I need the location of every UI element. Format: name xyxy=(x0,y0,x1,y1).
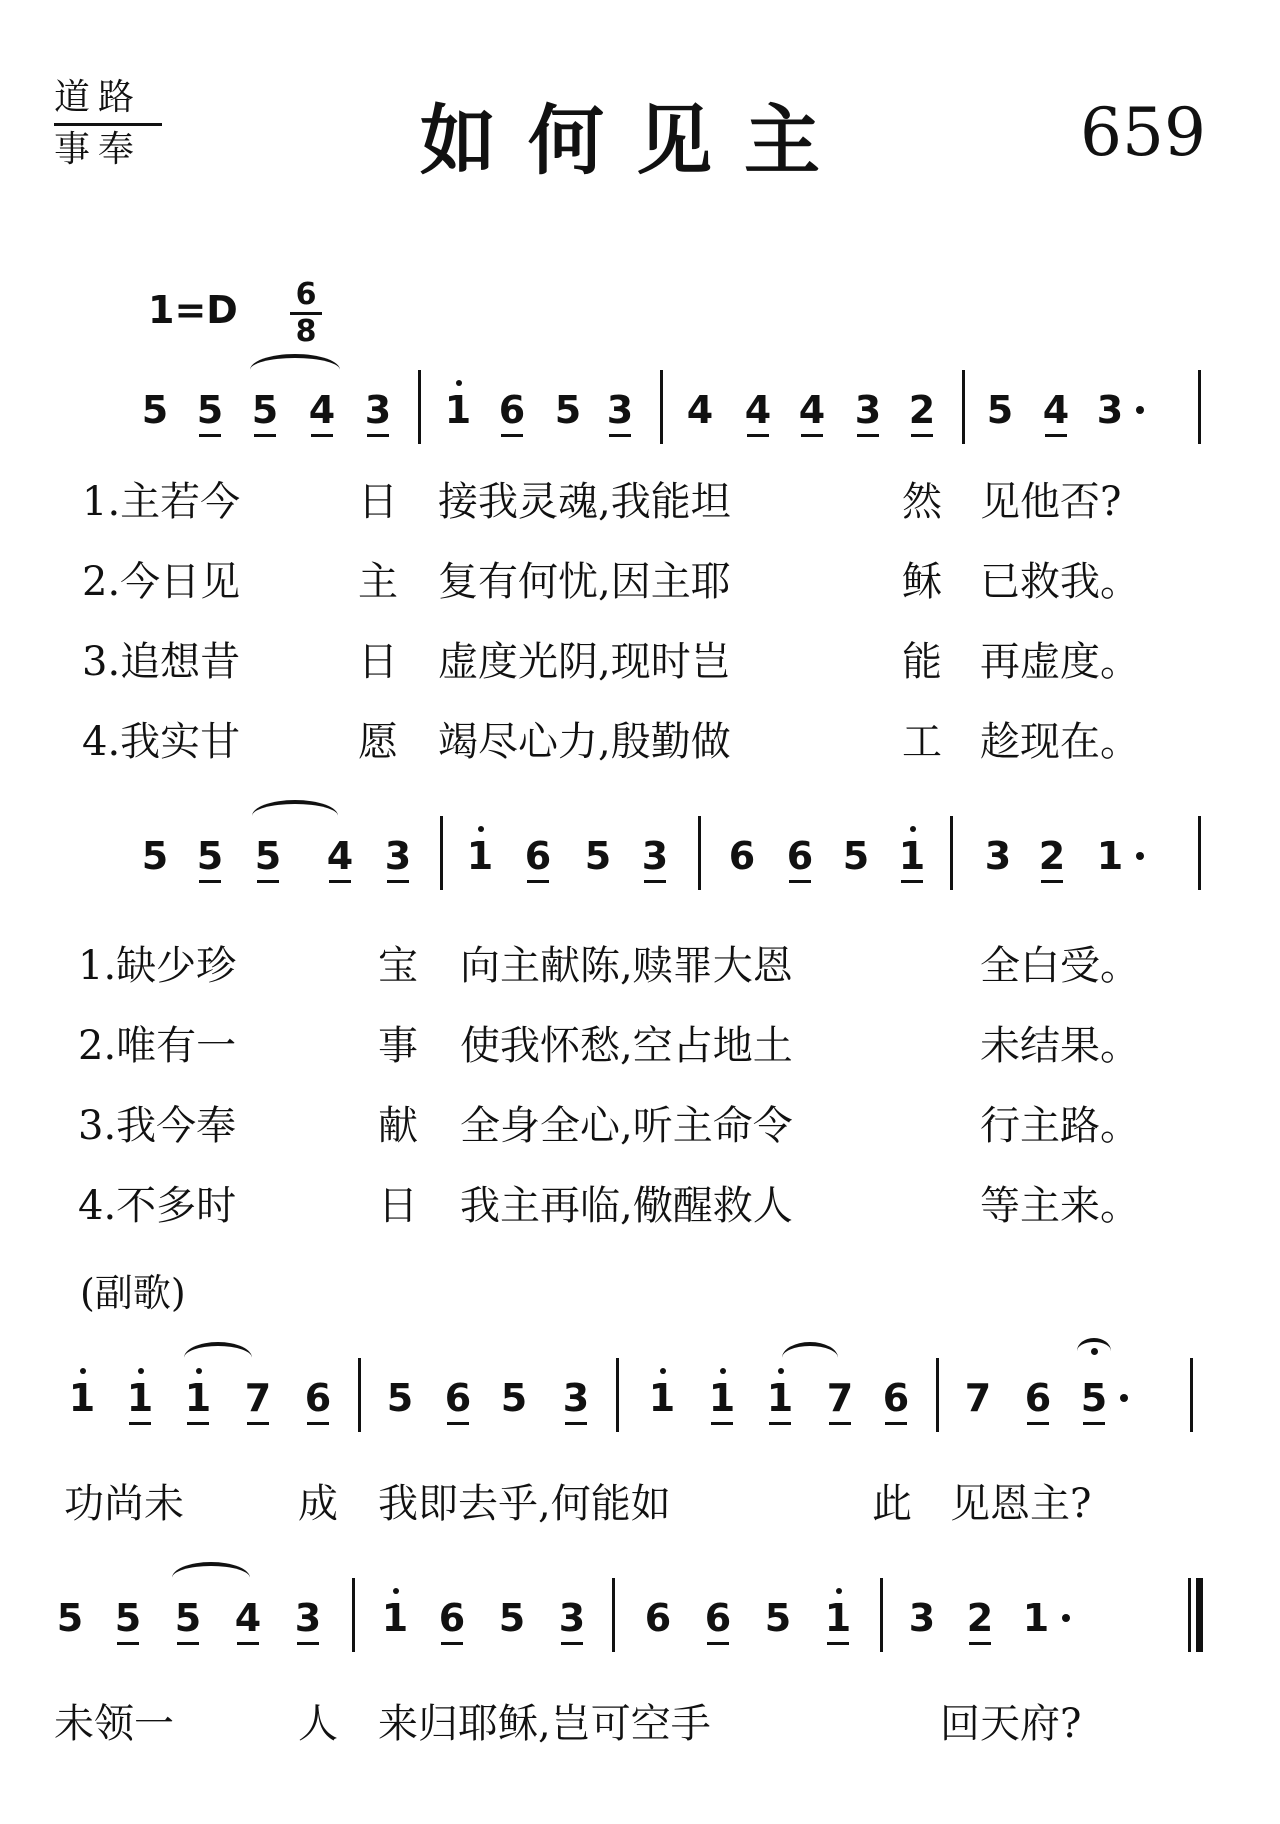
duration-underline xyxy=(329,880,351,883)
duration-underline xyxy=(1083,1422,1105,1425)
duration-underline xyxy=(1041,880,1063,883)
note xyxy=(902,1598,942,1638)
barline xyxy=(1190,1358,1193,1432)
lyric-segment: 日 xyxy=(378,1183,418,1229)
octave-dot xyxy=(138,1368,144,1374)
lyric-segment: 再虚度。 xyxy=(980,639,1140,685)
lyric-segment: 复有何忧,因主耶 xyxy=(438,559,731,605)
note xyxy=(358,390,398,430)
duration-underline xyxy=(609,434,631,437)
note xyxy=(375,1598,415,1638)
lyric-segment: 能 xyxy=(902,639,942,685)
lyric-segment: 我即去乎,何能如 xyxy=(378,1481,671,1527)
note-digit: 5 xyxy=(251,388,279,432)
note-digit: 3 xyxy=(984,834,1012,878)
note xyxy=(1074,1378,1114,1418)
note-digit: 3 xyxy=(294,1596,322,1640)
lyric-segment: 稣 xyxy=(902,559,942,605)
augmentation-dot xyxy=(1120,1394,1128,1402)
note-digit: 1 xyxy=(824,1596,852,1640)
duration-underline xyxy=(307,1422,329,1425)
lyric-segment: 未领一 xyxy=(54,1701,174,1747)
note-digit: 5 xyxy=(174,1596,202,1640)
augmentation-dot xyxy=(1136,852,1144,860)
note xyxy=(120,1378,160,1418)
note xyxy=(438,390,478,430)
octave-dot xyxy=(80,1368,86,1374)
lyric-segment: 3.追想昔 xyxy=(82,639,241,685)
note-digit: 3 xyxy=(606,388,634,432)
note xyxy=(492,390,532,430)
note-digit: 5 xyxy=(986,388,1014,432)
note-digit: 4 xyxy=(326,834,354,878)
time-signature-bottom: 8 xyxy=(295,314,317,349)
note xyxy=(902,390,942,430)
note-digit: 1 xyxy=(1096,834,1124,878)
note xyxy=(518,836,558,876)
barline xyxy=(1188,1578,1191,1652)
note-digit: 2 xyxy=(908,388,936,432)
note xyxy=(892,836,932,876)
note xyxy=(378,836,418,876)
note xyxy=(680,390,720,430)
lyric-segment: 主 xyxy=(358,559,398,605)
barline xyxy=(936,1358,939,1432)
duration-underline xyxy=(527,880,549,883)
note xyxy=(380,1378,420,1418)
note-digit: 7 xyxy=(244,1376,272,1420)
note-digit: 4 xyxy=(1042,388,1070,432)
note-digit: 6 xyxy=(498,388,526,432)
barline xyxy=(612,1578,615,1652)
note xyxy=(320,836,360,876)
category-bottom: 事奉 xyxy=(54,129,143,170)
note-digit: 1 xyxy=(381,1596,409,1640)
note-digit: 4 xyxy=(744,388,772,432)
note-digit: 5 xyxy=(196,388,224,432)
note-digit: 3 xyxy=(364,388,392,432)
note-digit: 3 xyxy=(1096,388,1124,432)
lyric-segment: 行主路。 xyxy=(980,1103,1140,1149)
duration-underline xyxy=(769,1422,791,1425)
note xyxy=(1090,836,1130,876)
duration-underline xyxy=(707,1642,729,1645)
key-signature: 1=D xyxy=(148,288,238,332)
duration-underline xyxy=(199,434,221,437)
note-digit: 5 xyxy=(141,388,169,432)
note-digit: 1 xyxy=(648,1376,676,1420)
note xyxy=(492,1598,532,1638)
note-digit: 5 xyxy=(386,1376,414,1420)
note-digit: 6 xyxy=(786,834,814,878)
note xyxy=(438,1378,478,1418)
lyric-segment: 向主献陈,赎罪大恩 xyxy=(460,943,793,989)
note-digit: 3 xyxy=(558,1596,586,1640)
lyric-segment: 3.我今奉 xyxy=(78,1103,237,1149)
lyric-segment: 回天府? xyxy=(940,1701,1082,1747)
note xyxy=(792,390,832,430)
lyric-segment: 人 xyxy=(298,1701,338,1747)
lyric-segment: 我主再临,儆醒救人 xyxy=(460,1183,793,1229)
note xyxy=(722,836,762,876)
duration-underline xyxy=(237,1642,259,1645)
note-digit: 4 xyxy=(234,1596,262,1640)
lyric-segment: 虚度光阴,现时岂 xyxy=(438,639,731,685)
barline xyxy=(440,816,443,890)
note-digit: 1 xyxy=(898,834,926,878)
slur xyxy=(172,1562,250,1594)
note-digit: 5 xyxy=(254,834,282,878)
duration-underline xyxy=(901,880,923,883)
note-digit: 5 xyxy=(554,388,582,432)
lyric-segment: 全身全心,听主命令 xyxy=(460,1103,793,1149)
lyric-segment: 日 xyxy=(358,639,398,685)
note-digit: 1 xyxy=(1022,1596,1050,1640)
note-digit: 3 xyxy=(641,834,669,878)
note xyxy=(635,836,675,876)
verse-b-line-1 xyxy=(0,944,1280,988)
note xyxy=(178,1378,218,1418)
note-digit: 5 xyxy=(56,1596,84,1640)
note-digit: 5 xyxy=(114,1596,142,1640)
duration-underline xyxy=(885,1422,907,1425)
lyric-segment: 献 xyxy=(378,1103,418,1149)
note xyxy=(50,1598,90,1638)
note xyxy=(556,1378,596,1418)
note-digit: 4 xyxy=(798,388,826,432)
duration-underline xyxy=(801,434,823,437)
note xyxy=(820,1378,860,1418)
duration-underline xyxy=(561,1642,583,1645)
note-digit: 6 xyxy=(524,834,552,878)
lyric-segment: 趁现在。 xyxy=(980,719,1140,765)
lyric-segment: 已救我。 xyxy=(980,559,1140,605)
note-digit: 5 xyxy=(141,834,169,878)
octave-dot xyxy=(660,1368,666,1374)
duration-underline xyxy=(387,880,409,883)
lyric-segment: 日 xyxy=(358,479,398,525)
lyric-segment: 4.我实甘 xyxy=(82,719,241,765)
lyric-segment: 接我灵魂,我能坦 xyxy=(438,479,731,525)
note xyxy=(1036,390,1076,430)
note xyxy=(248,836,288,876)
barline xyxy=(418,370,421,444)
note-digit: 3 xyxy=(562,1376,590,1420)
note xyxy=(135,836,175,876)
note xyxy=(62,1378,102,1418)
note xyxy=(302,390,342,430)
duration-underline xyxy=(257,880,279,883)
fermata-dot xyxy=(1091,1348,1098,1355)
hymn-title: 如何见主 xyxy=(420,96,852,185)
note xyxy=(836,836,876,876)
note xyxy=(980,390,1020,430)
verse-b-line-4 xyxy=(0,1184,1280,1228)
note-digit: 6 xyxy=(882,1376,910,1420)
duration-underline xyxy=(187,1422,209,1425)
refrain-line-1 xyxy=(0,1482,1280,1526)
note-digit: 7 xyxy=(826,1376,854,1420)
note xyxy=(432,1598,472,1638)
note xyxy=(168,1598,208,1638)
note xyxy=(494,1378,534,1418)
duration-underline xyxy=(441,1642,463,1645)
lyric-segment: 竭尽心力,殷勤做 xyxy=(438,719,731,765)
lyric-segment: 未结果。 xyxy=(980,1023,1140,1069)
barline xyxy=(358,1358,361,1432)
lyric-segment: 使我怀愁,空占地土 xyxy=(460,1023,793,1069)
duration-underline xyxy=(827,1642,849,1645)
note xyxy=(978,836,1018,876)
time-signature-top: 6 xyxy=(295,277,317,312)
note xyxy=(1090,390,1130,430)
barline xyxy=(698,816,701,890)
duration-underline xyxy=(1045,434,1067,437)
note xyxy=(758,1598,798,1638)
note xyxy=(228,1598,268,1638)
note-digit: 6 xyxy=(644,1596,672,1640)
note xyxy=(108,1598,148,1638)
note xyxy=(460,836,500,876)
note xyxy=(738,390,778,430)
note-digit: 4 xyxy=(308,388,336,432)
note xyxy=(578,836,618,876)
verse-b-line-3 xyxy=(0,1104,1280,1148)
slur xyxy=(782,1342,838,1374)
note xyxy=(135,390,175,430)
note xyxy=(548,390,588,430)
note-digit: 4 xyxy=(686,388,714,432)
verse-a-line-3 xyxy=(0,640,1280,684)
lyric-segment: 全白受。 xyxy=(980,943,1140,989)
octave-dot xyxy=(836,1588,842,1594)
time-signature xyxy=(286,277,326,349)
note xyxy=(638,1598,678,1638)
note-digit: 1 xyxy=(708,1376,736,1420)
note-digit: 3 xyxy=(384,834,412,878)
lyric-segment: 然 xyxy=(902,479,942,525)
note xyxy=(552,1598,592,1638)
note-digit: 1 xyxy=(466,834,494,878)
note xyxy=(698,1598,738,1638)
lyric-segment: 4.不多时 xyxy=(78,1183,237,1229)
octave-dot xyxy=(720,1368,726,1374)
note xyxy=(245,390,285,430)
final-barline xyxy=(1196,1578,1203,1652)
note xyxy=(848,390,888,430)
duration-underline xyxy=(747,434,769,437)
refrain-line-2 xyxy=(0,1702,1280,1746)
verse-b-line-2 xyxy=(0,1024,1280,1068)
lyric-segment: 功尚未 xyxy=(64,1481,184,1527)
note xyxy=(960,1598,1000,1638)
lyric-segment: 1.缺少珍 xyxy=(78,943,237,989)
note-digit: 1 xyxy=(184,1376,212,1420)
note-digit: 5 xyxy=(584,834,612,878)
note xyxy=(818,1598,858,1638)
lyric-segment: 2.唯有一 xyxy=(78,1023,237,1069)
lyric-segment: 1.主若今 xyxy=(82,479,241,525)
note xyxy=(702,1378,742,1418)
barline xyxy=(1198,816,1201,890)
duration-underline xyxy=(447,1422,469,1425)
duration-underline xyxy=(129,1422,151,1425)
duration-underline xyxy=(297,1642,319,1645)
note-digit: 1 xyxy=(444,388,472,432)
augmentation-dot xyxy=(1062,1614,1070,1622)
verse-a-line-1 xyxy=(0,480,1280,524)
note-digit: 6 xyxy=(438,1596,466,1640)
slur xyxy=(184,1342,252,1374)
duration-underline xyxy=(177,1642,199,1645)
note-digit: 6 xyxy=(1024,1376,1052,1420)
note xyxy=(190,390,230,430)
barline xyxy=(880,1578,883,1652)
note-digit: 5 xyxy=(500,1376,528,1420)
lyric-segment: 2.今日见 xyxy=(82,559,241,605)
note-digit: 1 xyxy=(766,1376,794,1420)
lyric-segment: 成 xyxy=(298,1481,338,1527)
note xyxy=(642,1378,682,1418)
duration-underline xyxy=(367,434,389,437)
duration-underline xyxy=(565,1422,587,1425)
barline xyxy=(660,370,663,444)
note xyxy=(600,390,640,430)
slur xyxy=(250,354,340,386)
barline xyxy=(1198,370,1201,444)
note-digit: 5 xyxy=(498,1596,526,1640)
note-digit: 6 xyxy=(704,1596,732,1640)
note-digit: 2 xyxy=(1038,834,1066,878)
note-digit: 5 xyxy=(196,834,224,878)
note xyxy=(876,1378,916,1418)
duration-underline xyxy=(254,434,276,437)
note xyxy=(298,1378,338,1418)
duration-underline xyxy=(501,434,523,437)
octave-dot xyxy=(456,380,462,386)
octave-dot xyxy=(478,826,484,832)
note-digit: 3 xyxy=(854,388,882,432)
duration-underline xyxy=(117,1642,139,1645)
lyric-segment: 等主来。 xyxy=(980,1183,1140,1229)
hymn-number: 659 xyxy=(1080,94,1206,171)
refrain-label: (副歌) xyxy=(80,1271,186,1315)
octave-dot xyxy=(910,826,916,832)
note-digit: 6 xyxy=(444,1376,472,1420)
note xyxy=(288,1598,328,1638)
note xyxy=(1032,836,1072,876)
note-digit: 5 xyxy=(1080,1376,1108,1420)
lyric-segment: 工 xyxy=(902,719,942,765)
barline xyxy=(352,1578,355,1652)
note-digit: 1 xyxy=(68,1376,96,1420)
barline xyxy=(962,370,965,444)
verse-a-line-2 xyxy=(0,560,1280,604)
duration-underline xyxy=(644,880,666,883)
duration-underline xyxy=(1027,1422,1049,1425)
duration-underline xyxy=(247,1422,269,1425)
note xyxy=(1016,1598,1056,1638)
verse-a-line-4 xyxy=(0,720,1280,764)
slur xyxy=(252,800,338,832)
lyric-segment: 见他否? xyxy=(980,479,1122,525)
note-digit: 6 xyxy=(304,1376,332,1420)
barline xyxy=(950,816,953,890)
note-digit: 7 xyxy=(964,1376,992,1420)
lyric-segment: 来归耶稣,岂可空手 xyxy=(378,1701,711,1747)
note-digit: 5 xyxy=(842,834,870,878)
duration-underline xyxy=(311,434,333,437)
note xyxy=(958,1378,998,1418)
note xyxy=(1018,1378,1058,1418)
note xyxy=(780,836,820,876)
duration-underline xyxy=(829,1422,851,1425)
note-digit: 2 xyxy=(966,1596,994,1640)
note-digit: 1 xyxy=(126,1376,154,1420)
duration-underline xyxy=(911,434,933,437)
note-digit: 3 xyxy=(908,1596,936,1640)
duration-underline xyxy=(789,880,811,883)
lyric-segment: 见恩主? xyxy=(950,1481,1092,1527)
lyric-segment: 宝 xyxy=(378,943,418,989)
octave-dot xyxy=(393,1588,399,1594)
duration-underline xyxy=(199,880,221,883)
note-digit: 5 xyxy=(764,1596,792,1640)
duration-underline xyxy=(711,1422,733,1425)
note xyxy=(238,1378,278,1418)
barline xyxy=(616,1358,619,1432)
duration-underline xyxy=(969,1642,991,1645)
category-top: 道路 xyxy=(54,77,143,118)
note-digit: 6 xyxy=(728,834,756,878)
category-divider xyxy=(54,123,162,126)
lyric-segment: 事 xyxy=(378,1023,418,1069)
lyric-segment: 此 xyxy=(872,1481,912,1527)
note xyxy=(190,836,230,876)
augmentation-dot xyxy=(1136,406,1144,414)
duration-underline xyxy=(857,434,879,437)
lyric-segment: 愿 xyxy=(358,719,398,765)
note xyxy=(760,1378,800,1418)
